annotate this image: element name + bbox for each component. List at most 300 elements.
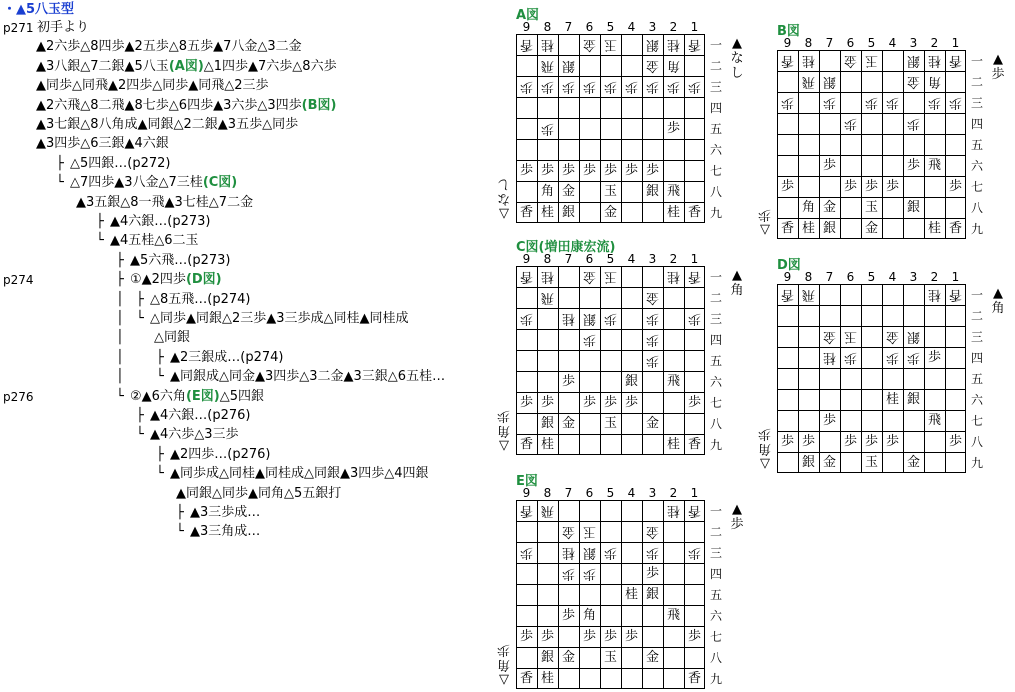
- gote-piece: 飛: [541, 503, 555, 518]
- file-label: 8: [804, 270, 813, 284]
- move-text: [170, 466, 429, 482]
- gote-hand: [757, 207, 773, 237]
- move-text: [36, 78, 269, 94]
- gote-piece: 歩: [583, 566, 597, 581]
- gote-piece: 角: [667, 58, 681, 73]
- sente-piece: 歩: [687, 395, 701, 410]
- sente-piece: 歩: [624, 395, 638, 410]
- move-sequence: ▲3三歩成…: [190, 505, 261, 520]
- tree-line: [0, 195, 505, 213]
- gote-piece: 玉: [583, 524, 597, 539]
- gote-piece: 金: [562, 524, 576, 539]
- file-label: 4: [627, 252, 636, 266]
- sente-piece: 歩: [519, 395, 533, 410]
- sente-piece: 歩: [540, 629, 554, 644]
- gote-piece: 歩: [604, 79, 618, 94]
- file-label: 9: [522, 486, 531, 500]
- gote-piece: 香: [688, 269, 702, 284]
- gote-piece: 桂: [667, 503, 681, 518]
- tree-line: [0, 156, 505, 174]
- gote-hand-mark: ▽: [760, 222, 770, 237]
- gote-piece: 香: [520, 37, 534, 52]
- sente-piece: 金: [561, 650, 575, 665]
- sente-piece: 歩: [519, 629, 533, 644]
- file-label: 5: [606, 20, 615, 34]
- rank-label: 六: [970, 393, 983, 407]
- file-label: 6: [585, 486, 594, 500]
- tree-line: [0, 117, 505, 135]
- sente-piece: 歩: [864, 179, 878, 194]
- move-text: [36, 39, 302, 55]
- sente-piece: 桂: [624, 587, 638, 602]
- sente-piece: 歩: [540, 163, 554, 178]
- gote-piece: 銀: [907, 53, 921, 68]
- rank-label: 三: [709, 546, 722, 560]
- sente-piece: 歩: [948, 434, 962, 449]
- gote-piece: 歩: [886, 95, 900, 110]
- gote-hand-mark: ▽: [760, 456, 770, 471]
- move-text: [36, 117, 298, 133]
- gote-piece: 金: [844, 53, 858, 68]
- sente-piece: 銀: [906, 392, 920, 407]
- board-4: [758, 254, 1012, 476]
- rank-label: 五: [970, 138, 983, 152]
- tree-line: [0, 369, 505, 387]
- move-text: [150, 292, 250, 308]
- move-text: [37, 20, 89, 36]
- sente-hand: ▲角: [991, 286, 1005, 316]
- move-sequence: ▲4六歩△3三歩: [150, 427, 239, 443]
- file-label: 5: [606, 486, 615, 500]
- file-label: 9: [522, 20, 531, 34]
- rank-label: 一: [709, 504, 722, 518]
- rank-label: 七: [709, 396, 722, 410]
- gote-piece: 金: [583, 37, 597, 52]
- move-sequence: △5四銀…(p272): [70, 155, 171, 171]
- rank-label: 九: [970, 456, 983, 470]
- gote-piece: 歩: [886, 350, 900, 365]
- tree-connector: ├: [56, 155, 64, 171]
- file-label: 1: [690, 252, 699, 266]
- move-text: [70, 175, 237, 191]
- diagram-ref: (A図): [168, 58, 204, 74]
- gote-piece: 桂: [802, 53, 816, 68]
- gote-hand-pieces: な し: [497, 176, 511, 206]
- sente-piece: 銀: [540, 650, 554, 665]
- sente-piece: 金: [645, 650, 659, 665]
- board-grid: [516, 500, 705, 689]
- sente-piece: 歩: [780, 179, 794, 194]
- sente-piece: 玉: [864, 455, 878, 470]
- move-sequence: ▲同歩△同飛▲2四歩△同歩▲同飛△2三歩: [36, 78, 269, 94]
- sente-piece: 歩: [603, 629, 617, 644]
- sente-piece: 歩: [822, 413, 836, 428]
- tree-connector: └: [116, 388, 124, 404]
- move-text: [150, 311, 409, 327]
- move-sequence: △同歩▲同銀△2三歩▲3三歩成△同桂▲同桂成: [150, 311, 409, 326]
- rank-label: 六: [709, 143, 722, 157]
- rank-label: 七: [970, 180, 983, 194]
- diagram-ref: (C図): [202, 175, 238, 191]
- move-sequence: △同銀: [154, 330, 190, 346]
- sente-piece: 歩: [645, 566, 659, 581]
- gote-piece: 飛: [541, 58, 555, 73]
- file-label: 4: [888, 36, 897, 50]
- file-label: 9: [522, 252, 531, 266]
- gote-piece: 歩: [541, 121, 555, 136]
- page-ref: p276: [3, 389, 34, 404]
- tree-connector: ├: [156, 446, 164, 462]
- file-label: 7: [564, 20, 573, 34]
- tree-title-text: ▲5八玉型: [16, 2, 75, 17]
- tree-line: [0, 408, 505, 426]
- move-sequence: ①▲2四歩: [130, 272, 186, 288]
- sente-piece: 香: [519, 437, 533, 452]
- gote-piece: 歩: [646, 545, 660, 560]
- sente-piece: 歩: [645, 163, 659, 178]
- sente-piece: 歩: [561, 374, 575, 389]
- tree-line: [0, 136, 505, 154]
- rank-label: 八: [709, 185, 722, 199]
- sente-piece: 金: [906, 455, 920, 470]
- sente-piece: 銀: [906, 200, 920, 215]
- gote-piece: 歩: [688, 79, 702, 94]
- move-sequence: ▲5六飛…(p273): [130, 252, 231, 268]
- move-text: [110, 214, 210, 230]
- sente-piece: 銀: [822, 221, 836, 236]
- gote-piece: 金: [886, 329, 900, 344]
- board-5: [497, 470, 751, 692]
- sente-piece: 桂: [666, 205, 680, 220]
- sente-piece: 銀: [540, 416, 554, 431]
- move-sequence: 初手より: [37, 20, 90, 35]
- file-label: 2: [669, 486, 678, 500]
- move-sequence: ▲2六飛△8二飛▲8七歩△6四歩▲3六歩△3四歩: [36, 97, 302, 113]
- sente-piece: 飛: [666, 608, 680, 623]
- rank-label: 二: [709, 525, 722, 539]
- rank-label: 五: [970, 372, 983, 386]
- sente-hand: ▲歩: [730, 502, 744, 532]
- rank-label: 八: [709, 417, 722, 431]
- gote-piece: 桂: [562, 545, 576, 560]
- file-label: 6: [585, 20, 594, 34]
- rank-label: 七: [709, 630, 722, 644]
- rank-label: 五: [709, 122, 722, 136]
- move-sequence: ▲3五銀△8一飛▲3七桂△7二金: [76, 194, 254, 210]
- gote-piece: 金: [823, 329, 837, 344]
- file-label: 7: [825, 36, 834, 50]
- sente-piece: 角: [582, 608, 596, 623]
- move-sequence: ▲2三銀成…(p274): [170, 349, 284, 365]
- board-grid: [777, 284, 966, 473]
- tree-line: [0, 98, 505, 116]
- gote-piece: 桂: [667, 37, 681, 52]
- rank-label: 二: [970, 75, 983, 89]
- move-sequence: ▲2六歩△8四歩▲2五歩△8五歩▲7八金△3二金: [36, 39, 302, 55]
- file-label: 2: [669, 252, 678, 266]
- rank-label: 四: [709, 333, 722, 347]
- sente-piece: 歩: [582, 629, 596, 644]
- board-title: E図: [516, 474, 538, 489]
- tree-line: [0, 272, 505, 290]
- gote-piece: 桂: [823, 350, 837, 365]
- tree-title: [3, 2, 74, 20]
- gote-piece: 歩: [646, 79, 660, 94]
- tree-connector: ├: [96, 214, 104, 229]
- rank-label: 六: [970, 159, 983, 173]
- gote-piece: 歩: [928, 95, 942, 110]
- gote-piece: 歩: [907, 350, 921, 365]
- gote-piece: 香: [688, 37, 702, 52]
- gote-piece: 銀: [562, 58, 576, 73]
- gote-piece: 歩: [520, 545, 534, 560]
- move-text: [36, 136, 169, 152]
- move-text: [170, 447, 270, 463]
- move-sequence: ▲同銀成△同金▲3四歩△3二金▲3三銀△6五桂…: [170, 369, 446, 385]
- tree-line: [0, 524, 505, 542]
- gote-piece: 香: [520, 269, 534, 284]
- file-label: 8: [543, 486, 552, 500]
- gote-piece: 玉: [604, 37, 618, 52]
- sente-piece: 歩: [927, 350, 941, 365]
- tree-line: [0, 350, 505, 368]
- gote-piece: 角: [928, 74, 942, 89]
- sente-piece: 香: [948, 221, 962, 236]
- tree-line: [0, 447, 505, 465]
- move-sequence: △8五飛…(p274): [150, 291, 251, 307]
- gote-piece: 銀: [907, 329, 921, 344]
- file-label: 1: [690, 20, 699, 34]
- gote-piece: 香: [949, 53, 963, 68]
- move-text: [36, 59, 337, 75]
- tree-line: [0, 311, 505, 329]
- gote-piece: 銀: [823, 74, 837, 89]
- file-label: 3: [648, 20, 657, 34]
- gote-piece: 玉: [865, 53, 879, 68]
- move-sequence: ▲3三角成…: [190, 524, 261, 540]
- diagram-ref: (D図): [185, 272, 222, 288]
- move-text: [150, 408, 250, 424]
- tree-connector: └: [136, 311, 144, 326]
- move-text: [190, 524, 260, 540]
- diagram-ref: (B図): [301, 97, 337, 113]
- board-2: [758, 20, 1012, 242]
- gote-piece: 歩: [583, 79, 597, 94]
- sente-piece: 歩: [624, 629, 638, 644]
- rank-label: 六: [709, 375, 722, 389]
- sente-piece: 香: [780, 221, 794, 236]
- rank-label: 九: [709, 206, 722, 220]
- sente-piece: 桂: [885, 392, 899, 407]
- file-label: 2: [669, 20, 678, 34]
- move-sequence: ②▲6六角: [130, 388, 186, 404]
- file-label: 5: [867, 270, 876, 284]
- sente-piece: 香: [687, 671, 701, 686]
- rank-label: 二: [970, 309, 983, 323]
- sente-piece: 歩: [822, 158, 836, 173]
- sente-piece: 歩: [687, 629, 701, 644]
- sente-piece: 銀: [801, 455, 815, 470]
- gote-piece: 歩: [781, 95, 795, 110]
- board-title: B図: [777, 24, 800, 39]
- gote-hand: [496, 408, 512, 453]
- gote-piece: 飛: [541, 290, 555, 305]
- gote-piece: 歩: [907, 116, 921, 131]
- gote-hand-pieces: 歩: [758, 207, 772, 222]
- rank-label: 四: [709, 567, 722, 581]
- rank-label: 六: [709, 609, 722, 623]
- gote-piece: 香: [688, 503, 702, 518]
- rank-label: 二: [709, 59, 722, 73]
- rank-label: 一: [970, 288, 983, 302]
- gote-hand: [496, 176, 512, 221]
- tree-line: [0, 175, 505, 193]
- sente-hand: ▲角: [730, 268, 744, 298]
- tree-connector: └: [96, 233, 104, 249]
- gote-hand-mark: ▽: [499, 672, 509, 687]
- rank-label: 五: [709, 354, 722, 368]
- tree-connector: └: [136, 427, 144, 443]
- move-text: [154, 330, 190, 346]
- move-text: [176, 486, 341, 502]
- gote-piece: 歩: [604, 545, 618, 560]
- rank-label: 二: [709, 291, 722, 305]
- gote-piece: 歩: [583, 332, 597, 347]
- file-label: 6: [846, 36, 855, 50]
- file-label: 3: [909, 270, 918, 284]
- gote-piece: 金: [907, 74, 921, 89]
- file-label: 1: [690, 486, 699, 500]
- sente-piece: 金: [822, 455, 836, 470]
- gote-piece: 歩: [646, 353, 660, 368]
- file-label: 2: [930, 270, 939, 284]
- gote-piece: 歩: [667, 79, 681, 94]
- gote-hand-mark: ▽: [499, 206, 509, 221]
- gote-piece: 銀: [583, 545, 597, 560]
- move-text: [130, 272, 222, 288]
- sente-piece: 玉: [864, 200, 878, 215]
- sente-hand: ▲なし: [730, 36, 744, 81]
- move-sequence: ▲3八銀△7二銀▲5八玉: [36, 58, 169, 74]
- sente-piece: 金: [603, 205, 617, 220]
- file-label: 3: [648, 252, 657, 266]
- tree-line: [0, 253, 505, 271]
- gote-piece: 歩: [520, 79, 534, 94]
- file-label: 3: [909, 36, 918, 50]
- board-grid: [516, 34, 705, 223]
- tree-line: [0, 39, 505, 57]
- move-sequence: ▲3四歩△6三銀▲4六銀: [36, 136, 169, 152]
- move-text: [190, 505, 260, 521]
- tree-connector: │: [116, 291, 124, 307]
- move-sequence: ▲2四歩…(p276): [170, 446, 271, 462]
- sente-piece: 飛: [666, 374, 680, 389]
- move-sequence: ▲同銀△同歩▲同角△5五銀打: [176, 485, 342, 501]
- gote-piece: 銀: [583, 311, 597, 326]
- board-title: D図: [777, 258, 801, 273]
- tree-connector: └: [156, 466, 164, 482]
- sente-piece: 桂: [540, 437, 554, 452]
- board-3: [497, 236, 751, 458]
- move-sequence: △7四歩▲3八金△7三桂: [70, 175, 203, 191]
- rank-label: 九: [970, 222, 983, 236]
- sente-piece: 桂: [540, 205, 554, 220]
- sente-piece: 歩: [948, 179, 962, 194]
- sente-piece: 歩: [624, 163, 638, 178]
- sente-piece: 桂: [666, 437, 680, 452]
- sente-piece: 歩: [885, 179, 899, 194]
- board-1: [497, 4, 751, 226]
- rank-label: 一: [970, 54, 983, 68]
- sente-piece: 香: [687, 437, 701, 452]
- move-text: [36, 98, 336, 114]
- move-sequence: ▲同歩成△同桂▲同桂成△同銀▲3四歩△4四銀: [170, 466, 429, 482]
- sente-piece: 歩: [843, 179, 857, 194]
- gote-piece: 歩: [688, 311, 702, 326]
- tree-connector: ├: [156, 349, 164, 365]
- gote-hand: [496, 642, 512, 687]
- sente-piece: 歩: [885, 434, 899, 449]
- sente-piece: 飛: [927, 413, 941, 428]
- tree-connector: │: [116, 330, 124, 346]
- tree-line: [0, 78, 505, 96]
- rank-label: 三: [709, 80, 722, 94]
- sente-piece: 歩: [540, 395, 554, 410]
- file-label: 9: [783, 270, 792, 284]
- sente-piece: 歩: [666, 121, 680, 136]
- file-label: 2: [930, 36, 939, 50]
- file-label: 7: [564, 486, 573, 500]
- gote-piece: 歩: [562, 566, 576, 581]
- variation-tree: [0, 0, 505, 685]
- sente-piece: 桂: [801, 221, 815, 236]
- gote-piece: 歩: [865, 95, 879, 110]
- gote-piece: 歩: [688, 545, 702, 560]
- gote-piece: 飛: [802, 287, 816, 302]
- rank-label: 九: [709, 438, 722, 452]
- tree-line: [0, 20, 505, 38]
- move-sequence-after: △5四銀: [219, 388, 264, 404]
- gote-piece: 金: [583, 269, 597, 284]
- rank-label: 四: [970, 351, 983, 365]
- sente-piece: 歩: [864, 434, 878, 449]
- tree-line: [0, 292, 505, 310]
- sente-piece: 玉: [603, 416, 617, 431]
- sente-piece: 歩: [906, 158, 920, 173]
- rank-label: 八: [970, 201, 983, 215]
- gote-piece: 桂: [928, 287, 942, 302]
- title-bullet: ・: [3, 2, 17, 17]
- rank-label: 三: [970, 96, 983, 110]
- rank-label: 四: [709, 101, 722, 115]
- tree-line: [0, 427, 505, 445]
- sente-piece: 歩: [561, 608, 575, 623]
- rank-label: 三: [970, 330, 983, 344]
- move-text: [150, 427, 239, 443]
- sente-piece: 歩: [780, 434, 794, 449]
- file-label: 6: [846, 270, 855, 284]
- gote-piece: 歩: [646, 311, 660, 326]
- file-label: 8: [543, 252, 552, 266]
- rank-label: 五: [709, 588, 722, 602]
- sente-piece: 玉: [603, 650, 617, 665]
- move-sequence: ▲3七銀△8八角成▲同銀△2二銀▲3五歩△同歩: [36, 117, 299, 132]
- gote-piece: 桂: [928, 53, 942, 68]
- tree-connector: ├: [136, 408, 144, 423]
- tree-line: [0, 330, 505, 348]
- move-text: [170, 369, 445, 385]
- rank-label: 九: [709, 672, 722, 686]
